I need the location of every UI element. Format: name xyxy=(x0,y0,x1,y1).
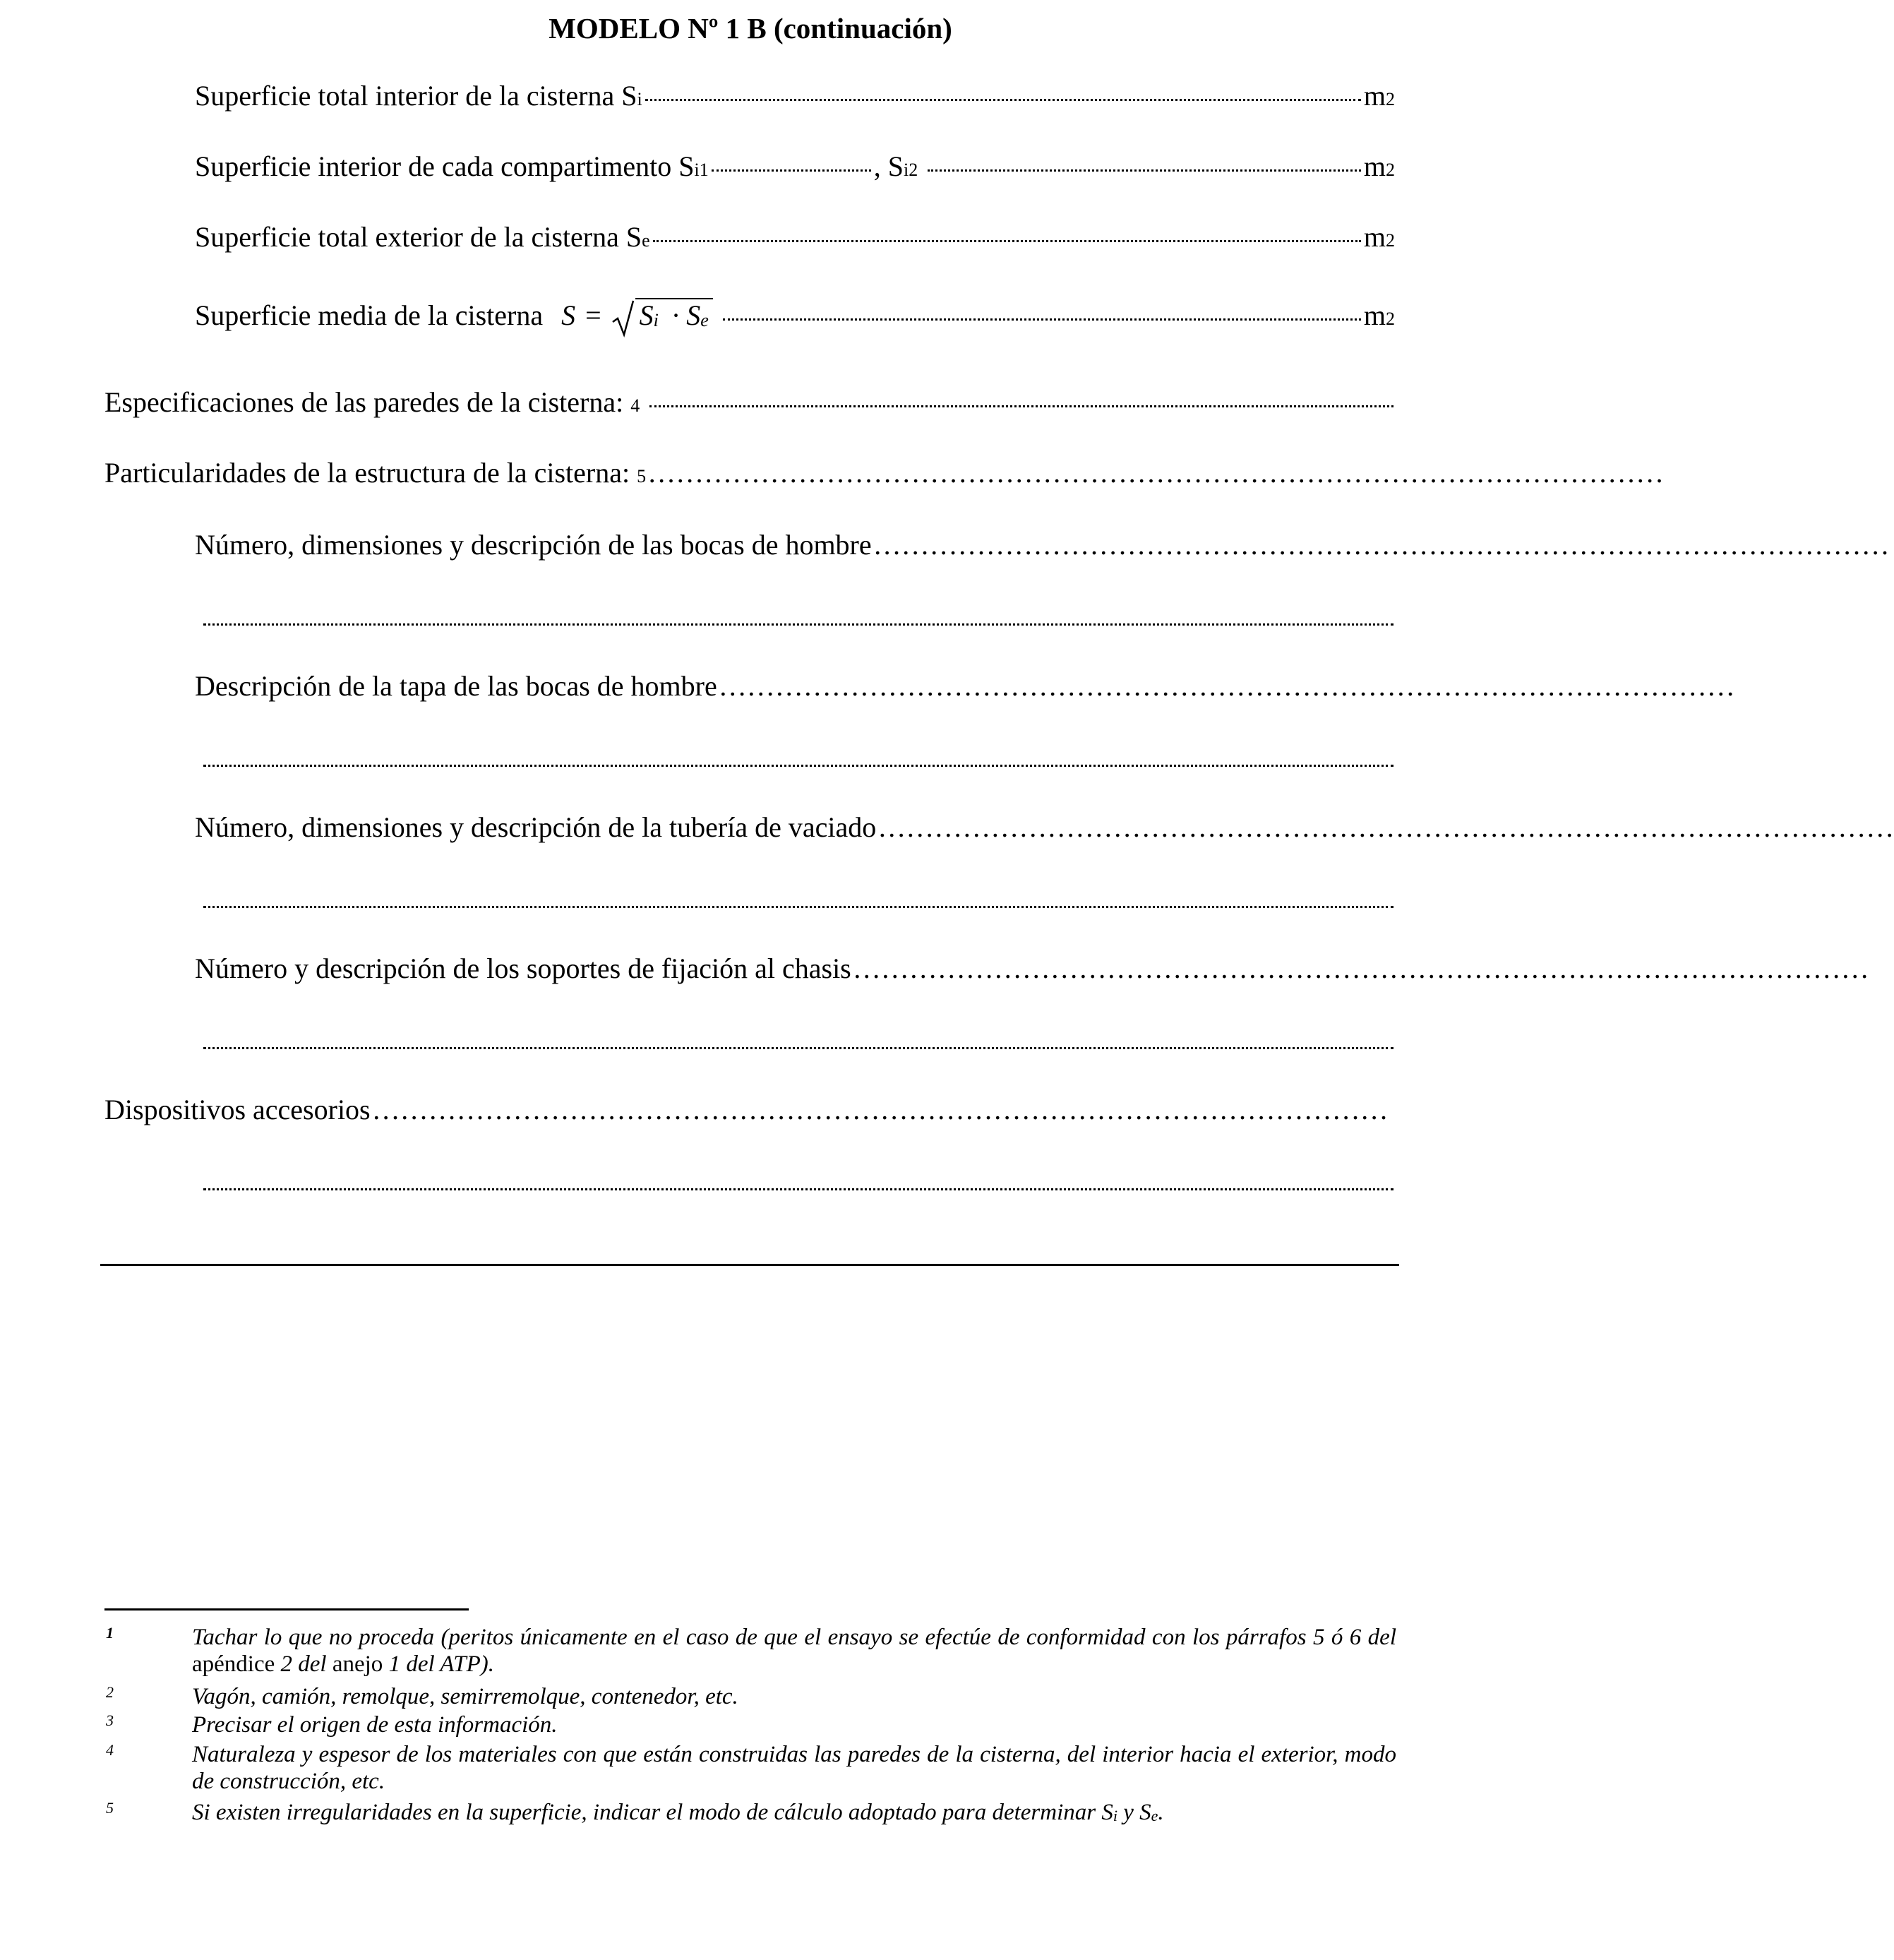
formula-lhs: S xyxy=(561,299,576,331)
field-se-unit: m xyxy=(1363,221,1386,253)
field-walls-input[interactable] xyxy=(649,405,1393,407)
field-s-mean-unit: m xyxy=(1363,299,1386,331)
footnote-5-num: 5 xyxy=(106,1799,114,1817)
field-si1-sub: i1 xyxy=(694,160,709,180)
field-si2-input[interactable] xyxy=(928,169,1361,172)
footnote-5-text-a: Si existen irregularidades en la superficie, indicar el modo de cálculo adoptado para determinar S xyxy=(192,1800,1113,1825)
field-s-mean-unit-sup: 2 xyxy=(1386,309,1395,329)
field-si-unit-sup: 2 xyxy=(1386,89,1395,109)
field-accessories-continuation[interactable] xyxy=(203,1186,1393,1190)
formula-si-sub: i xyxy=(653,310,659,330)
formula-si: S xyxy=(639,299,654,331)
field-accessories-label: Dispositivos accesorios xyxy=(104,1094,371,1125)
field-chassis-supports xyxy=(195,952,1869,991)
field-manhole-cover xyxy=(195,669,1735,709)
field-se-label: Superficie total exterior de la cisterna S xyxy=(195,221,642,253)
field-si2-sub: i2 xyxy=(904,160,918,180)
section-divider xyxy=(100,1264,1399,1266)
field-s-mean-label: Superficie media de la cisterna xyxy=(195,299,544,331)
field-manholes-continuation[interactable] xyxy=(203,621,1393,626)
field-discharge-pipe-continuation[interactable] xyxy=(203,904,1393,908)
field-si-each-unit-sup: 2 xyxy=(1386,160,1395,180)
field-si-each-unit: m xyxy=(1363,150,1386,182)
field-discharge-pipe xyxy=(195,811,1894,850)
field-chassis-supports-continuation[interactable] xyxy=(203,1045,1393,1049)
field-si xyxy=(195,79,1395,119)
field-structure xyxy=(104,456,1665,496)
field-si-label: Superficie total interior de la cisterna S xyxy=(195,80,637,112)
footnote-5-end: . xyxy=(1158,1800,1164,1825)
field-walls-label: Especificaciones de las paredes de la cisterna: xyxy=(104,386,624,418)
field-structure-input[interactable]: ……………………………………………………………………………………………… xyxy=(647,457,1665,489)
square-root xyxy=(611,298,713,332)
footnote-ref-5: 5 xyxy=(637,466,647,486)
field-accessories xyxy=(104,1093,1396,1133)
field-accessories-input[interactable]: ……………………………………………………………………………………………… xyxy=(371,1094,1389,1125)
field-manholes xyxy=(195,528,1890,568)
mean-surface-formula xyxy=(561,298,713,332)
field-s-mean-input[interactable] xyxy=(723,318,1361,321)
formula-dot: · xyxy=(671,299,681,331)
field-si-each xyxy=(195,150,1395,189)
footnote-1-text-b: 2 del xyxy=(275,1651,332,1677)
field-se-input[interactable] xyxy=(653,240,1361,242)
formula-radicand xyxy=(635,298,713,332)
field-s-mean xyxy=(195,298,1395,337)
footnote-5 xyxy=(192,1799,1396,1829)
footnote-3: Precisar el origen de esta información. xyxy=(192,1712,558,1738)
footnote-5-mid: y S xyxy=(1117,1800,1151,1825)
footnote-1 xyxy=(192,1624,1396,1678)
footnote-3-num: 3 xyxy=(106,1711,114,1729)
footnote-4-num: 4 xyxy=(106,1741,114,1759)
field-se-unit-sup: 2 xyxy=(1386,230,1395,251)
field-si-sub: i xyxy=(637,89,642,109)
footnote-5-sub-e: e xyxy=(1151,1807,1158,1824)
field-si1-input[interactable] xyxy=(712,169,871,172)
field-si-input[interactable] xyxy=(645,99,1361,101)
footnote-1-text-a: Tachar lo que no proceda (peritos únicamente en el caso de que el ensayo se efectúe de conformidad con los párrafos 5 ó 6 del xyxy=(192,1625,1396,1650)
footnote-ref-4: 4 xyxy=(630,395,640,416)
radical-sign-icon xyxy=(611,299,635,337)
field-manholes-label: Número, dimensiones y descripción de las bocas de hombre xyxy=(195,529,872,561)
field-structure-label: Particularidades de la estructura de la cisterna: xyxy=(104,457,630,489)
field-walls xyxy=(104,386,1396,425)
footnote-1-word2: anejo xyxy=(332,1651,383,1677)
field-si-each-label: Superficie interior de cada compartimento S xyxy=(195,150,695,182)
page-title: MODELO Nº 1 B (continuación) xyxy=(549,12,952,44)
field-manholes-input[interactable]: ……………………………………………………………………………………………… xyxy=(873,529,1890,561)
footnote-2-num: 2 xyxy=(106,1683,114,1701)
footnote-1-num: 1 xyxy=(106,1624,114,1642)
footnote-1-text-c: 1 del ATP). xyxy=(383,1651,494,1677)
footnote-5-sub-i: i xyxy=(1113,1807,1117,1824)
field-se xyxy=(195,220,1395,260)
formula-se-sub: e xyxy=(700,310,709,330)
field-chassis-supports-label: Número y descripción de los soportes de fijación al chasis xyxy=(195,952,851,984)
field-si-unit: m xyxy=(1363,80,1386,112)
field-se-sub: e xyxy=(642,230,650,251)
field-discharge-pipe-label: Número, dimensiones y descripción de la tubería de vaciado xyxy=(195,811,877,843)
field-chassis-supports-input[interactable]: ……………………………………………………………………………………………… xyxy=(852,952,1869,984)
formula-se: S xyxy=(686,299,701,331)
formula-equals: = xyxy=(585,299,601,331)
field-manhole-cover-continuation[interactable] xyxy=(203,763,1393,767)
field-manhole-cover-label: Descripción de la tapa de las bocas de hombre xyxy=(195,670,717,702)
footnote-1-word1: apéndice xyxy=(192,1651,275,1677)
footnote-divider xyxy=(104,1608,469,1611)
field-manhole-cover-input[interactable]: ……………………………………………………………………………………………… xyxy=(718,670,1735,702)
field-discharge-pipe-input[interactable]: ……………………………………………………………………………………………… xyxy=(877,811,1894,843)
footnote-2: Vagón, camión, remolque, semirremolque, contenedor, etc. xyxy=(192,1684,738,1709)
footnote-4: Naturaleza y espesor de los materiales con que están construidas las paredes de la cisterna, del interior hacia el exterior, modo de construcción, etc. xyxy=(192,1742,1396,1794)
field-si-each-sep: , S xyxy=(873,150,904,182)
